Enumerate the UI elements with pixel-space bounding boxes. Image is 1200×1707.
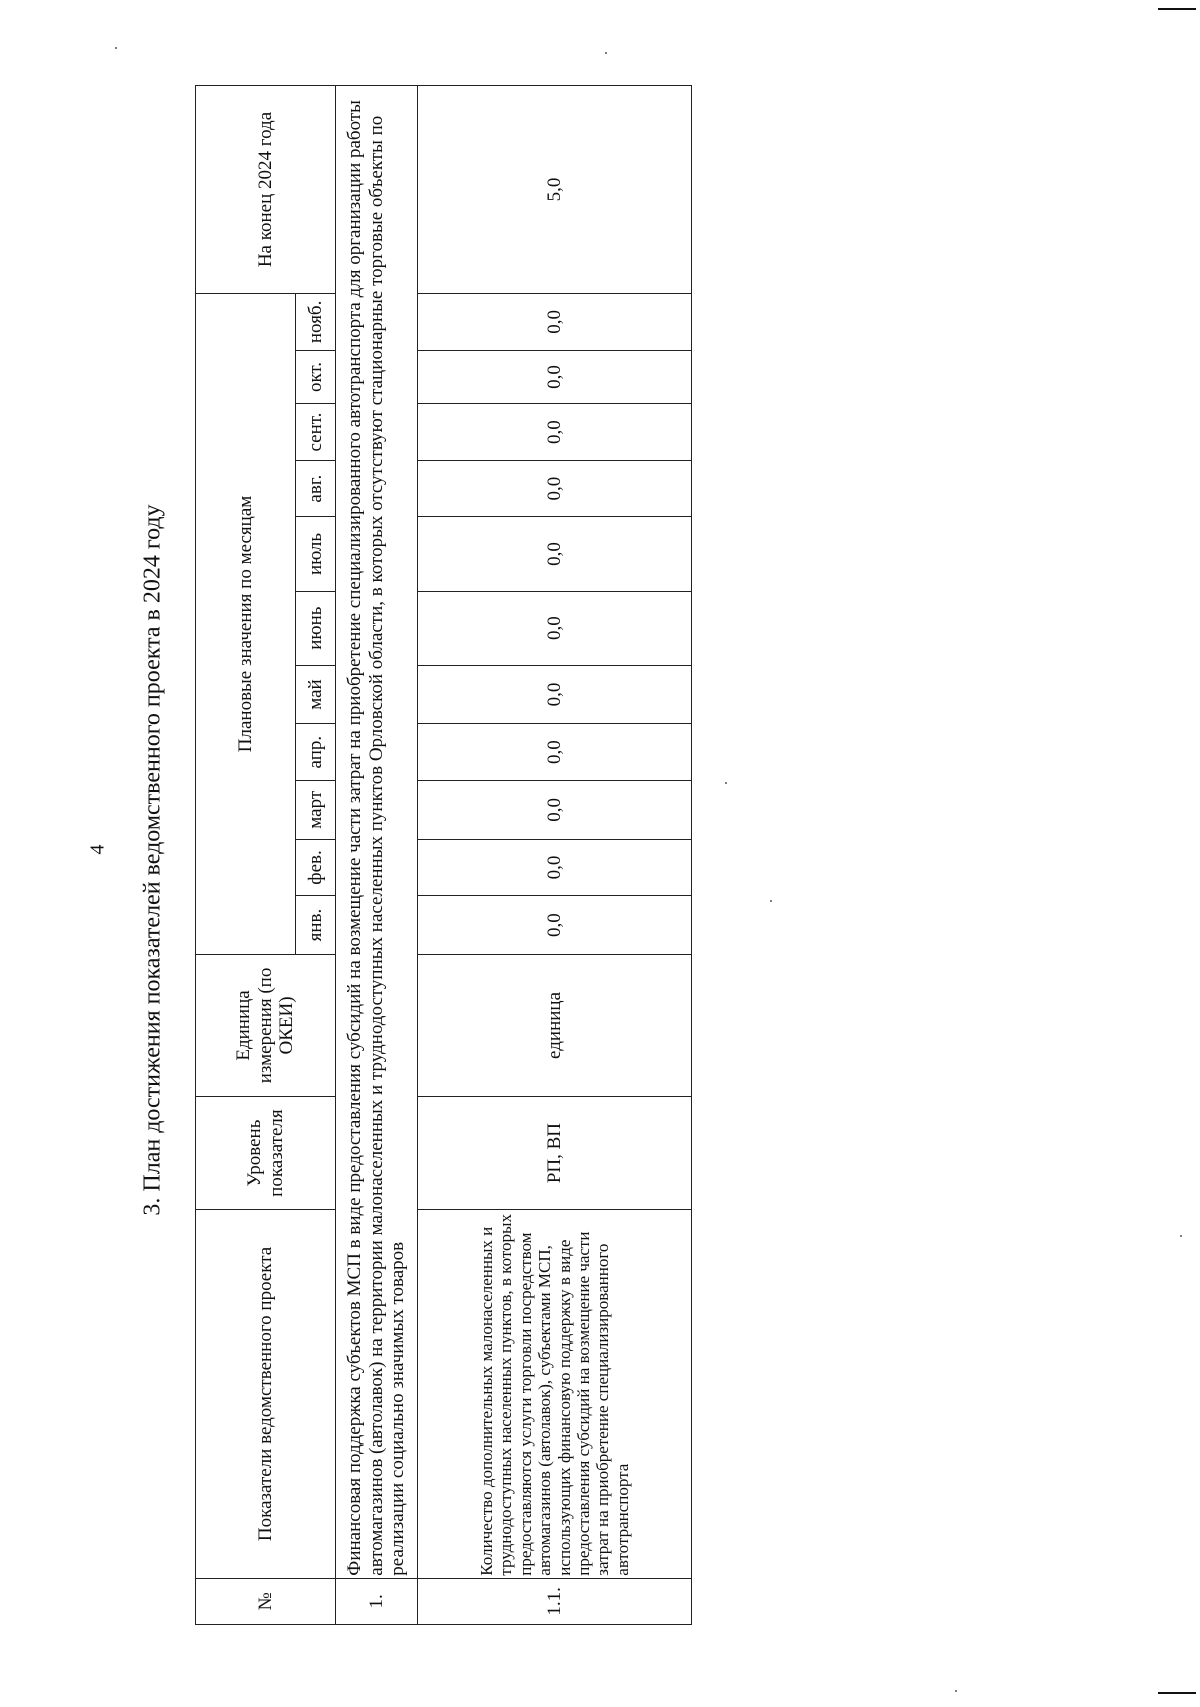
header-planned-values: Плановые значения по месяцам <box>196 294 296 955</box>
scan-mark-top <box>1158 8 1196 10</box>
month-nov: нояб. <box>296 294 336 351</box>
value-jul: 0,0 <box>418 517 692 591</box>
indicator-level: РП, ВП <box>418 1096 692 1209</box>
scan-mark-bottom <box>1158 1692 1196 1694</box>
plan-table <box>195 85 692 1625</box>
value-aug: 0,0 <box>418 460 692 517</box>
month-jan: янв. <box>296 896 336 955</box>
value-year-end: 5,0 <box>418 86 692 294</box>
indicator-row <box>418 86 692 1625</box>
scan-speck <box>955 1690 957 1692</box>
indicator-num: 1.1. <box>418 1578 692 1624</box>
header-indicators: Показатели ведомственного проекта <box>196 1210 336 1579</box>
scan-speck <box>725 782 727 784</box>
header-level: Уровень показателя <box>196 1096 336 1209</box>
value-mar: 0,0 <box>418 780 692 839</box>
month-feb: фев. <box>296 839 336 896</box>
month-oct: окт. <box>296 350 336 404</box>
month-sep: сент. <box>296 404 336 461</box>
value-oct: 0,0 <box>418 350 692 404</box>
goal-row <box>336 86 418 1625</box>
goal-text: Финансовая поддержка субъектов МСП в виде предоставления субсидий на возмещение части затрат на приобретение специализированного автотранспорта для организации работы автомагазинов (автолавок) на территории малонаселенных и труднодоступных населенных пунктов Орловской области, в которых отсутствуют стационарные торговые объекты по реализации социально значимых товаров <box>336 86 418 1579</box>
value-apr: 0,0 <box>418 724 692 781</box>
value-jun: 0,0 <box>418 591 692 665</box>
scan-speck <box>770 900 772 902</box>
scan-speck <box>605 52 607 54</box>
month-jun: июнь <box>296 591 336 665</box>
value-feb: 0,0 <box>418 839 692 896</box>
page-number: 4 <box>86 844 109 855</box>
month-apr: апр. <box>296 724 336 781</box>
plan-table-sheet <box>195 85 691 1625</box>
month-may: май <box>296 665 336 724</box>
scan-speck <box>1180 1235 1182 1237</box>
month-jul: июль <box>296 517 336 591</box>
header-unit: Единица измерения (по ОКЕИ) <box>196 954 336 1096</box>
header-row <box>196 86 296 1625</box>
scan-speck <box>115 47 117 49</box>
goal-num: 1. <box>336 1578 418 1624</box>
header-year-end: На конец 2024 года <box>196 86 336 294</box>
indicator-unit: единица <box>418 954 692 1096</box>
month-aug: авг. <box>296 460 336 517</box>
page-title: 3. План достижения показателей ведомственного проекта в 2024 году <box>139 504 166 1216</box>
month-mar: март <box>296 780 336 839</box>
value-sep: 0,0 <box>418 404 692 461</box>
indicator-name: Количество дополнительных малонаселенных и труднодоступных населенных пунктов, в которых предоставляются услуги торговли посредством автомагазинов (автолавок), субъектами МСП, использующих финансовую поддержку в виде предоставления субсидий на возмещение части затрат на приобретение специализированного автотранспорта <box>418 1210 692 1579</box>
header-num: № <box>196 1578 336 1624</box>
value-nov: 0,0 <box>418 294 692 351</box>
value-may: 0,0 <box>418 665 692 724</box>
value-jan: 0,0 <box>418 896 692 955</box>
